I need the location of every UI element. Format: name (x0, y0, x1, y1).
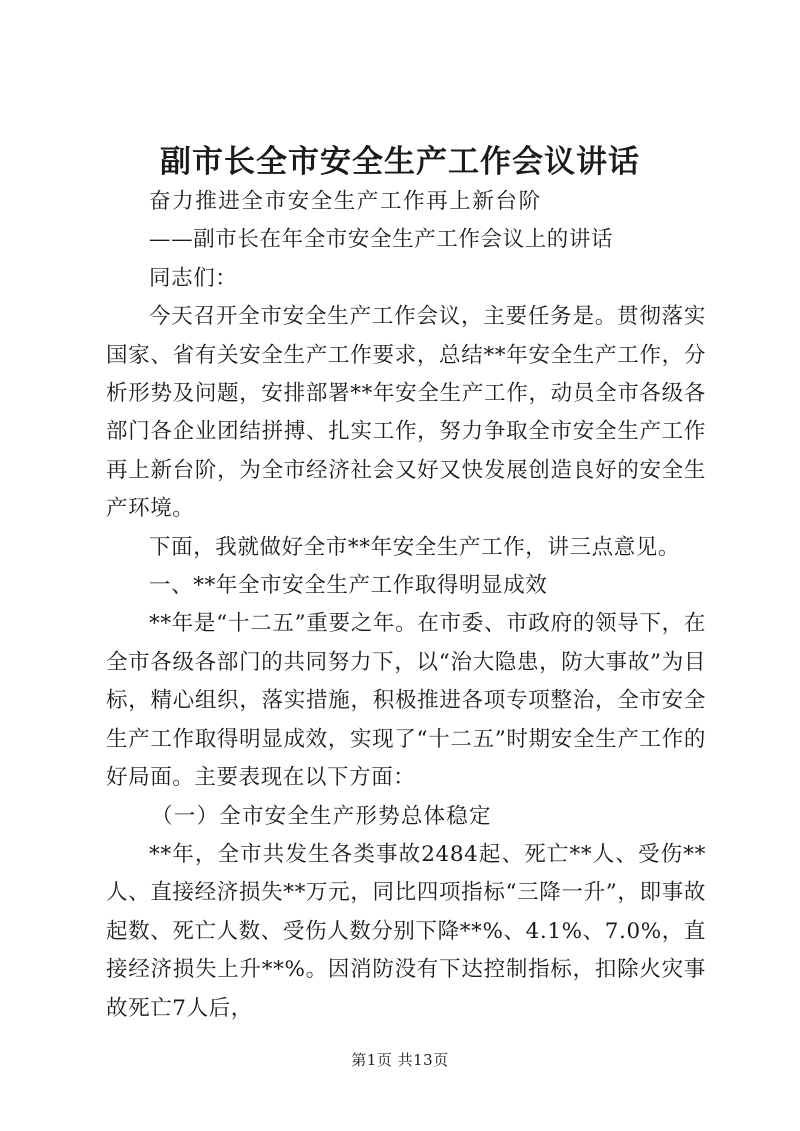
page-footer: 第1页 共13页 (351, 1051, 449, 1069)
document-body (106, 183, 706, 1028)
paragraph-intro: 今天召开全市安全生产工作会议，主要任务是。贯彻落实国家、省有关安全生产工作要求，总结**年安全生产工作，分析形势及问题，安排部署**年安全生产工作，动员全市各级各部门各企业团结拼搏、扎实工作，努力争取全市安全生产工作再上新台阶，为全市经济社会又好又快发展创造良好的安全生产环境。 (106, 304, 706, 522)
document-title: 副市长全市安全生产工作会议讲话 (160, 144, 640, 180)
salutation: 同志们： (149, 265, 238, 291)
paragraph-statistics: **年，全市共发生各类事故2484起、死亡**人、受伤**人、直接经济损失**万元，同比四项指标“三降一升”，即事故起数、死亡人数、受伤人数分别下降**%、4.1%、7.0%，直接经济损失上升**%。因消防没有下达控制指标，扣除火灾事故死亡7人后， (106, 841, 706, 1021)
section-heading-1: 一、**年全市安全生产工作取得明显成效 (149, 573, 548, 599)
speech-attribution: ——副市长在年全市安全生产工作会议上的讲话 (149, 227, 614, 253)
subsection-heading-1: （一）全市安全生产形势总体稳定 (151, 803, 492, 829)
paragraph-achievements: **年是“十二五”重要之年。在市委、市政府的领导下，在全市各级各部门的共同努力下，以“治大隐患，防大事故”为目标，精心组织，落实措施，积极推进各项专项整治，全市安全生产工作取得明显成效，实现了“十二五”时期安全生产工作的好局面。主要表现在以下方面： (106, 611, 706, 791)
paragraph-outline: 下面，我就做好全市**年安全生产工作，讲三点意见。 (149, 534, 681, 560)
subtitle: 奋力推进全市安全生产工作再上新台阶 (149, 189, 542, 214)
